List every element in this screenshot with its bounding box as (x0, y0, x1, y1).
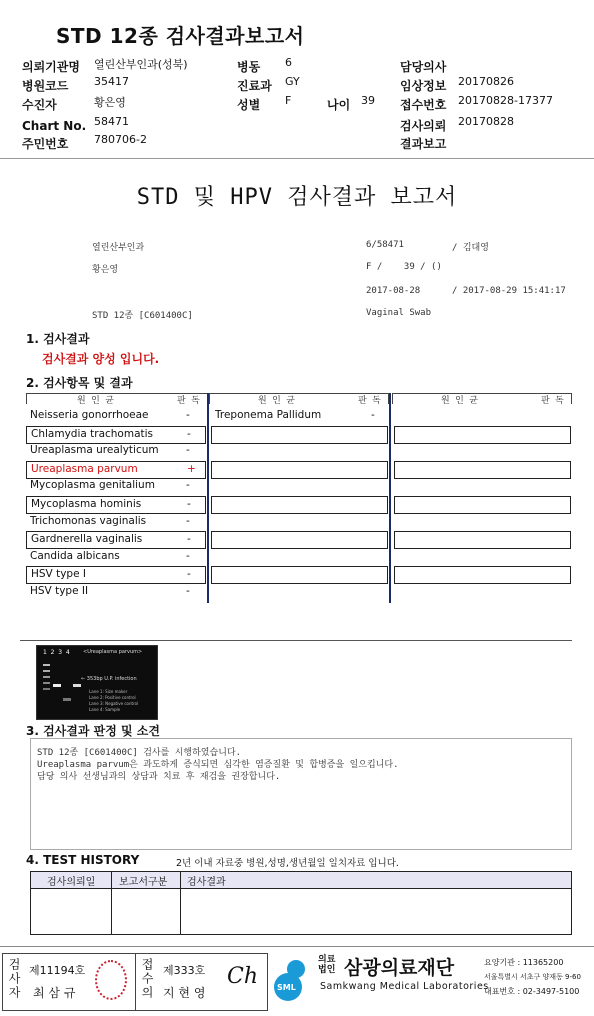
result-row (26, 566, 206, 584)
pathogen-result: + (187, 462, 196, 475)
report-patient: 황은영 (92, 265, 119, 275)
field-request-date: 20170828 (458, 115, 514, 128)
org-phone: 대표번호 : 02-3497-5100 (484, 987, 580, 996)
column-header-1 (26, 393, 208, 404)
column-header-pathogen: 원 인 균 (441, 396, 478, 406)
pathogen-result: - (186, 514, 190, 527)
tester-name: 최 삼 규 (33, 986, 76, 1000)
column-header-result: 판 독 (358, 396, 381, 406)
empty-result-box (394, 426, 571, 444)
history-col-date: 검사의뢰일 (47, 877, 96, 888)
gel-bands (39, 658, 83, 718)
pathogen-result: - (187, 533, 191, 546)
section2-heading: 2. 검사항목 및 결과 (26, 376, 133, 390)
pathogen-name: Gardnerella vaginalis (31, 533, 143, 546)
approver-divider (135, 954, 136, 1010)
pathogen-name: Mycoplasma hominis (31, 498, 142, 510)
pathogen-name: Treponema Pallidum (215, 409, 322, 421)
section1-result: 검사결과 양성 입니다. (42, 352, 160, 366)
field-label: 성별 (237, 98, 261, 112)
header-title: STD 12종 검사결과보고서 (56, 24, 305, 48)
history-col-divider (180, 872, 181, 934)
findings-line: STD 12종 [C601400C] 검사를 시행하였습니다. (37, 748, 242, 758)
field-chart-no: 58471 (94, 115, 129, 128)
pathogen-result: - (187, 427, 191, 440)
field-patient-name: 황은영 (94, 96, 126, 109)
findings-textbox (30, 738, 572, 850)
field-label: 병원코드 (22, 79, 69, 93)
pathogen-name: Chlamydia trachomatis (31, 427, 154, 440)
org-code: 요양기관 : 11365200 (484, 958, 564, 967)
field-ward: 6 (285, 56, 292, 69)
empty-result-box (394, 461, 571, 479)
column-header-result: 판 독 (541, 396, 564, 406)
section1-heading: 1. 검사결과 (26, 332, 90, 346)
empty-result-box (394, 531, 571, 549)
report-specimen: Vaginal Swab (366, 308, 432, 318)
field-label: Chart No. (22, 119, 87, 133)
report-sex-age: F / 39 / () (366, 262, 442, 272)
header-divider (0, 158, 594, 159)
result-row (26, 496, 206, 514)
field-label: 접수번호 (400, 98, 447, 112)
pathogen-name: Ureaplasma parvum (31, 462, 138, 475)
pathogen-name: Trichomonas vaginalis (30, 514, 147, 527)
pathogen-name: Candida albicans (30, 549, 120, 562)
column-divider (389, 393, 391, 603)
column-header-result: 판 독 (177, 396, 200, 406)
result-row (26, 531, 206, 549)
empty-result-box (211, 426, 388, 444)
column-header-pathogen: 원 인 균 (258, 396, 295, 406)
section3-heading: 3. 검사결과 판정 및 소견 (26, 724, 160, 738)
field-hospital-value: 열린산부인과(성북) (94, 58, 188, 71)
pathogen-name: HSV type I (31, 568, 86, 581)
empty-result-box (394, 496, 571, 514)
pathogen-name: Neisseria gonorrhoeae (30, 409, 149, 421)
column-header-3 (392, 393, 572, 404)
org-type: 의료법인 (318, 955, 336, 975)
field-label: 담당의사 (400, 60, 447, 74)
field-receipt-no: 20170828-17377 (458, 94, 553, 107)
result-row (26, 549, 204, 565)
pathogen-name: HSV type II (30, 585, 89, 597)
result-row (26, 426, 206, 444)
footer (0, 951, 594, 1016)
pathogen-result: - (186, 549, 190, 562)
report-date-received: 2017-08-28 (366, 286, 421, 296)
empty-result-box (211, 531, 388, 549)
gel-arrow-label: ← 353bp U.P. infection (81, 676, 137, 682)
field-sex: F (285, 94, 292, 107)
result-row (211, 408, 387, 424)
approver-name: 지 현 영 (163, 986, 206, 1000)
field-clinical-info: 20170826 (458, 75, 514, 88)
field-label: 주민번호 (22, 137, 69, 151)
report-test-code: STD 12종 [C601400C] (92, 311, 193, 321)
field-hospital (22, 56, 80, 75)
field-age: 39 (361, 94, 375, 107)
gel-electrophoresis-image (36, 645, 158, 720)
approver-signature: Ch (227, 964, 259, 989)
history-col-result: 검사결과 (187, 877, 226, 888)
empty-result-box (211, 496, 388, 514)
section-divider (20, 640, 572, 641)
field-label: 의뢰기관명 (22, 60, 80, 74)
org-english-name: Samkwang Medical Laboratories (320, 981, 489, 992)
section4-note: 2년 이내 자료중 병원,성명,생년월일 일치자료 입니다. (176, 858, 399, 869)
column-header-pathogen: 원 인 균 (77, 396, 114, 406)
field-label: 진료과 (237, 79, 272, 93)
pathogen-name: Mycoplasma genitalium (30, 479, 155, 492)
tester-stamp-box (2, 953, 268, 1011)
result-row (26, 408, 204, 424)
gel-legend-2: Lane 2: Positive control (89, 695, 136, 700)
result-row (26, 443, 204, 459)
gel-legend-4: Lane 4: Sample (89, 707, 121, 712)
field-label: 검사의뢰 (400, 119, 447, 133)
empty-result-box (211, 461, 388, 479)
tester-seal (95, 960, 127, 1000)
result-row (26, 514, 204, 530)
test-history-table (30, 871, 572, 935)
field-label: 수진자 (22, 98, 57, 112)
result-row (26, 478, 204, 494)
pathogen-result: - (186, 479, 190, 492)
approver-license-no: 제333호 (163, 964, 206, 977)
pathogen-result: - (186, 409, 190, 421)
section4-heading: 4. TEST HISTORY (26, 853, 140, 867)
history-col-type: 보고서구분 (119, 877, 168, 888)
findings-line: Ureaplasma parvum은 과도하게 증식되면 심각한 염증질환 및 합병증을 일으킵니다. (37, 760, 399, 770)
org-name: 삼광의료재단 (344, 957, 455, 979)
field-label: 결과보고 (400, 137, 447, 151)
report-title: STD 및 HPV 검사결과 보고서 (136, 185, 458, 210)
pathogen-result: - (186, 585, 190, 597)
tester-license-no: 제11194호 (29, 964, 86, 977)
pathogen-result: - (187, 568, 191, 581)
org-logo-text: SML (277, 983, 296, 992)
footer-divider (0, 946, 594, 947)
history-col-divider (111, 872, 112, 934)
field-label: 나이 (327, 98, 351, 112)
test-history-header (31, 872, 571, 889)
column-header-2 (209, 393, 389, 404)
pathogen-name: Ureaplasma urealyticum (30, 444, 159, 457)
report-doctor: / 김대영 (452, 243, 489, 253)
report-date-reported: / 2017-08-29 15:41:17 (452, 286, 566, 296)
findings-line: 담당 의사 선생님과의 상담과 치료 후 재검을 권장합니다. (37, 772, 281, 782)
field-hospital-code: 35417 (94, 75, 129, 88)
gel-lane-labels: 1 2 3 4 (43, 649, 70, 656)
pathogen-result: - (187, 498, 191, 510)
org-logo-icon (272, 955, 314, 1003)
gel-legend-1: Lane 1: Size maker (89, 689, 128, 694)
pathogen-result: - (371, 409, 375, 421)
org-address: 서울특별시 서초구 양재동 9-60 (484, 973, 581, 981)
result-row (26, 461, 206, 479)
report-chart-id: 6/58471 (366, 240, 404, 250)
gel-caption: <Ureaplasma parvum> (83, 649, 143, 655)
gel-legend-3: Lane 3: Negative control (89, 701, 139, 706)
field-label: 병동 (237, 60, 261, 74)
field-label: 임상정보 (400, 79, 447, 93)
report-hospital: 열린산부인과 (92, 243, 145, 253)
field-department: GY (285, 75, 300, 88)
empty-result-box (211, 566, 388, 584)
label-approver: 접수의 (140, 958, 154, 1000)
field-resident-no: 780706-2 (94, 133, 147, 146)
empty-result-box (394, 566, 571, 584)
result-row (26, 584, 204, 600)
label-tester: 검사자 (7, 958, 21, 1000)
column-divider (207, 393, 209, 603)
pathogen-result: - (186, 444, 190, 457)
